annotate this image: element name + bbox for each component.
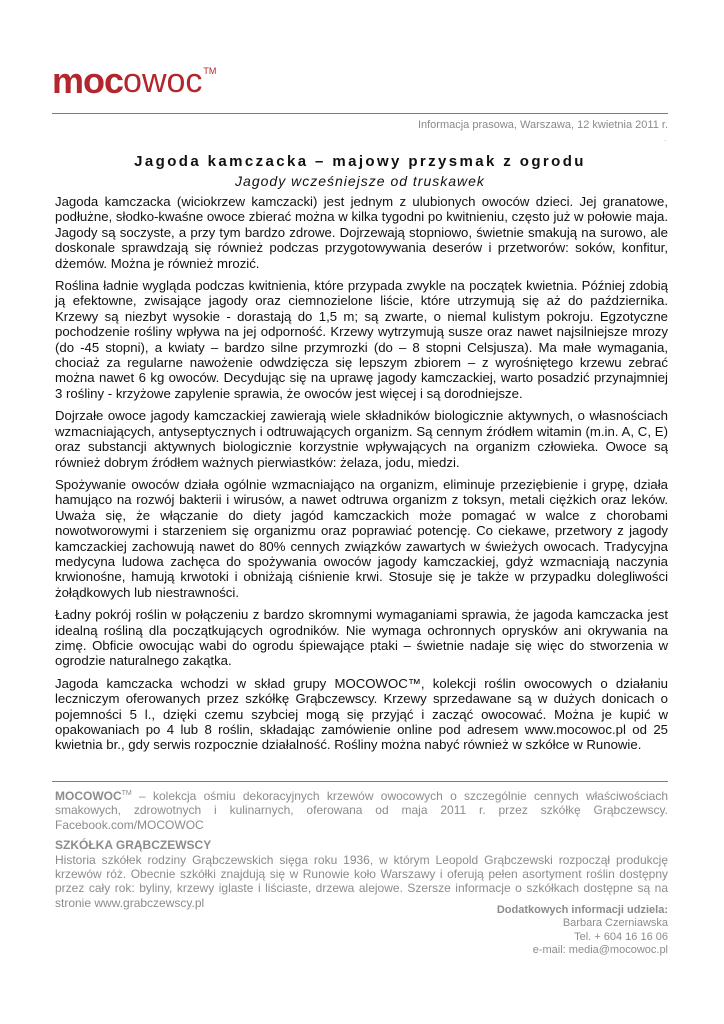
- brand-name: MOCOWOC: [55, 789, 122, 803]
- brand-description: [55, 787, 668, 832]
- paragraph: Roślina ładnie wygląda podczas kwitnienia, które przypada zwykle na początek kwietnia. Później zdobią ją efektowne, zwisające jagody oraz ciemnozielone liście, które utrzymują się aż do października. Krzewy są niezbyt wysokie - dorastają do 1,5 m; są zwarte, o niemal kulistym pokroju. Egzotyczne pochodzenie rośliny wpływa na jej odporność. Krzewy wytrzymują susze oraz nawet najsilniejsze mrozy (do -45 stopni), a kwiaty – bardzo silne przymrozki (do – 8 stopni Celsjusza). Ma małe wymagania, chociaż za regularne nawożenie odwdzięcza się lepszym zbiorem – z wyrośniętego krzewu zebrać można nawet 6 kg owoców. Decydując się na uprawę jagody kamczackiej, warto posadzić przynajmniej 3 rośliny - krzyżowe zapylenie sprawia, że owoców jest więcej i są dorodniejsze.: [55, 278, 668, 401]
- article-subtitle: Jagody wcześniejsze od truskawek: [235, 173, 485, 189]
- paragraph: Jagoda kamczacka (wiciokrzew kamczacki) jest jednym z ulubionych owoców dzieci. Jej granatowe, podłużne, słodko-kwaśne owoce zbierać można w kilka tygodni po kwitnieniu, często już w połowie maja. Jagody są soczyste, a przy tym bardzo zdrowe. Dojrzewają stopniowo, świetnie smakują na surowo, ale doskonale sprawdzają się również podczas przygotowywania deserów i przetworów: soków, konfitur, dżemów. Można je również mrozić.: [55, 194, 668, 271]
- decorative-dot: .: [664, 134, 667, 143]
- press-dateline: Informacja prasowa, Warszawa, 12 kwietnia 2011 r.: [417, 119, 668, 131]
- header-divider: [52, 113, 668, 114]
- brand-text: – kolekcja ośmiu dekoracyjnych krzewów owocowych o szczególnie cennych właściwościach smakowych, zdrowotnych i kulinarnych, oferowana od maja 2011 r. przez szkółkę Grąbczewscy. Facebook.com/MOCOWOC: [55, 789, 668, 832]
- brand-trademark: TM: [121, 790, 132, 797]
- nursery-description: [55, 838, 668, 910]
- paragraph: Jagoda kamczacka wchodzi w skład grupy MOCOWOC™, kolekcji roślin owocowych o działaniu leczniczym oferowanych przez szkółkę Grąbczewscy. Krzewy sprzedawane są w dużych donicach o pojemności 5 l., dzięki czemu szybciej mogą się przyjąć i zacząć owocować. Można je kupić w opakowaniach po 4 lub 8 roślin, składając zamówienie online pod adresem www.mocowoc.pl od 25 kwietnia br., gdy serwis rozpocznie działalność. Rośliny można nabyć również w szkółce w Runowie.: [55, 675, 668, 753]
- article-title: Jagoda kamczacka – majowy przysmak z ogrodu: [134, 153, 586, 170]
- nursery-heading: SZKÓŁKA GRĄBCZEWSCY: [55, 838, 212, 853]
- footer-info: [55, 787, 668, 916]
- contact-phone: Tel. + 604 16 16 06: [574, 930, 668, 943]
- paragraph: Ładny pokrój roślin w połączeniu z bardzo skromnymi wymaganiami sprawia, że jagoda kamczacka jest idealną rośliną dla początkujących ogrodników. Nie wymaga ochronnych oprysków ani okrywania na zimę. Obficie owocując wabi do ogrodu śpiewające ptaki – świetnie nadaje się więc do stworzenia w ogrodzie naturalnego zakątka.: [55, 607, 668, 669]
- contact-email: e-mail: media@mocowoc.pl: [532, 944, 668, 957]
- nursery-text: Historia szkółek rodziny Grąbczewskich sięga roku 1936, w którym Leopold Grąbczewski rozpoczął produkcję krzewów róż. Obecnie szkółki znajdują się w Runowie koło Warszawy i oferują pełen asortyment roślin dostępny przez cały rok: byliny, krzewy iglaste i liściaste, drzewa alejowe. Szersze informacje o szkółkach dostępne są na stronie www.grabczewscy.pl: [55, 852, 668, 910]
- logo-bold-part: moc: [52, 60, 124, 101]
- paragraph: Spożywanie owoców działa ogólnie wzmacniająco na organizm, eliminuje przeziębienie i grypę, działa hamująco na rozwój bakterii i wirusów, a nawet odtruwa organizm z toksyn, metali ciężkich oraz leków. Uważa się, że włączanie do diety jagód kamczackich może pomagać w walce z chorobami nowotworowymi i starzeniem się organizmu oraz poprawiać potencję. Co ciekawe, przetwory z jagody kamczackiej zachowują nawet do 80% cennych związków zawartych w świeżych owocach. Tradycyjna medycyna ludowa zachęca do spożywania owoców jagody kamczackiej, gdyż wzmacniają naczynia krwionośne, hamują krwotoki i obniżają ciśnienie krwi. Stosuje się je także w przypadku dolegliwości żołądkowych lub niestrawności.: [55, 476, 668, 600]
- mocowoc-logo: [52, 60, 217, 101]
- logo-trademark: TM: [203, 66, 217, 76]
- footer-divider: [52, 781, 668, 782]
- logo-light-part: owoc: [123, 62, 203, 100]
- contact-name: Barbara Czerniawska: [562, 917, 668, 930]
- contact-label: Dodatkowych informacji udziela:: [496, 904, 668, 916]
- paragraph: Dojrzałe owoce jagody kamczackiej zawierają wiele składników biologicznie aktywnych, o własnościach wzmacniających, antyseptycznych i odtruwających organizm. Są cennym źródłem witamin (m.in. A, C, E) oraz substancji aktywnych biologicznie korzystnie wpływających na organizm człowieka. Owoce są również dobrym źródłem ważnych pierwiastków: żelaza, jodu, miedzi.: [55, 408, 668, 470]
- article-body: [55, 194, 668, 760]
- contact-block: [497, 904, 668, 958]
